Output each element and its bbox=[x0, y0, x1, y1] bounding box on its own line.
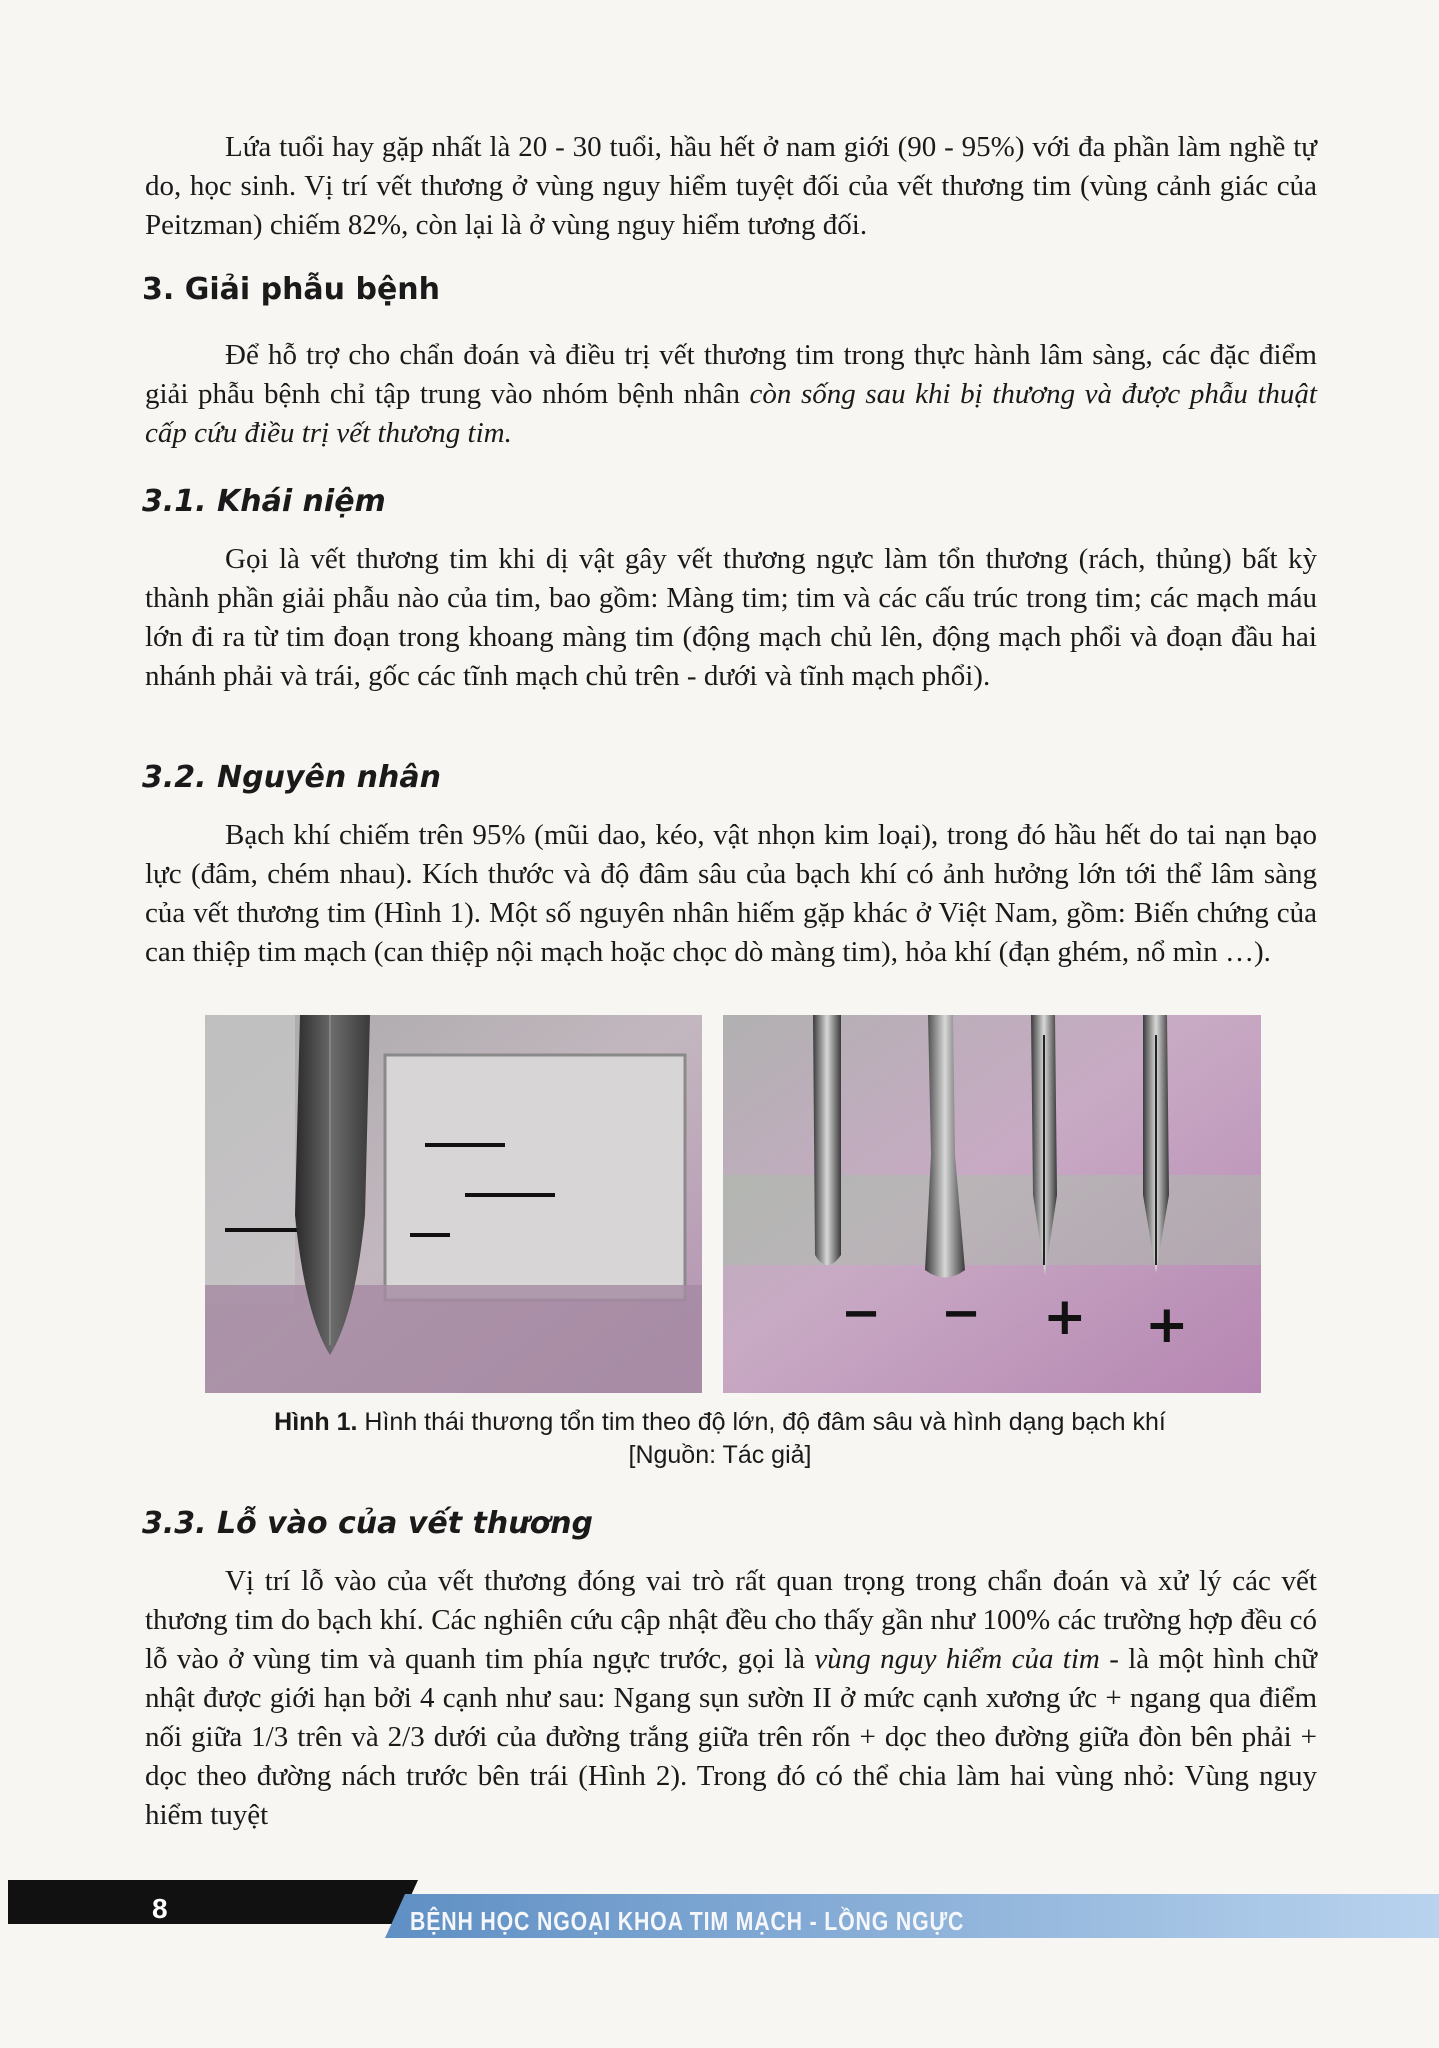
paragraph-entry-wound-text-b: - là một hình chữ nhật được giới hạn bởi 4 cạnh như sau: Ngang sụn sườn II ở mức cạnh xương ức + ngang qua điểm nối giữa 1/3 trên và 2/3 dưới của đường trắng giữa trên rốn + dọc theo đường giữa đòn bên phải + dọc theo đường nách trước bên trái (Hình 2). Trong đó có thể chia làm hai vùng nhỏ: Vùng nguy hiểm tuyệt bbox=[145, 1643, 1318, 1831]
figure-caption-label: Hình 1. bbox=[274, 1408, 358, 1436]
figure-screwdrivers-photo bbox=[723, 1015, 1261, 1393]
figure-knife-photo bbox=[205, 1015, 702, 1393]
mark-minus-2: − bbox=[941, 1285, 982, 1341]
page-number: 8 bbox=[152, 1893, 168, 1924]
heading-pathology: 3. Giải phẫu bệnh bbox=[142, 272, 441, 307]
mark-plus-1: + bbox=[1043, 1287, 1087, 1347]
knife-illustration bbox=[205, 1015, 702, 1393]
paragraph-entry-wound-text-a: Vị trí lỗ vào của vết thương đóng vai trò rất quan trọng trong chẩn đoán và xử lý các vết thương tim do bạch khí. Các nghiên cứu cập nhật đều cho thấy gần như 100% các trường hợp đều có lỗ vào ở vùng tim và quanh tim phía ngực trước, gọi là bbox=[145, 1565, 1317, 1675]
paragraph-definition: Gọi là vết thương tim khi dị vật gây vết thương ngực làm tổn thương (rách, thủng) bất kỳ thành phần giải phẫu nào của tim, bao gồm: Màng tim; tim và các cấu trúc trong tim; các mạch máu lớn đi ra từ tim đoạn trong khoang màng tim (động mạch chủ lên, động mạch phổi và đoạn đầu hai nhánh phải và trái, gốc các tĩnh mạch chủ trên - dưới và tĩnh mạch phổi). bbox=[145, 543, 1317, 692]
figure-caption-line bbox=[180, 1406, 1260, 1439]
mark-plus-2: + bbox=[1145, 1295, 1189, 1355]
paragraph-pathology-intro bbox=[145, 336, 1317, 453]
heading-causes: 3.2. Nguyên nhân bbox=[142, 760, 441, 795]
paragraph-causes: Bạch khí chiếm trên 95% (mũi dao, kéo, vật nhọn kim loại), trong đó hầu hết do tai nạn bạo lực (đâm, chém nhau). Kích thước và độ đâm sâu của bạch khí có ảnh hưởng lớn tới thể lâm sàng của vết thương tim (Hình 1). Một số nguyên nhân hiếm gặp khác ở Việt Nam, gồm: Biến chứng của can thiệp tim mạch (can thiệp nội mạch hoặc chọc dò màng tim), hỏa khí (đạn ghém, nổ mìn …). bbox=[145, 819, 1317, 968]
mark-minus-1: − bbox=[841, 1285, 882, 1341]
heading-definition: 3.1. Khái niệm bbox=[142, 484, 386, 519]
paragraph-pathology-intro-italic: còn sống sau khi bị thương và được phẫu thuật cấp cứu điều trị vết thương tim. bbox=[145, 378, 1317, 449]
figure-caption bbox=[180, 1406, 1260, 1472]
paragraph-pathology-intro-text: Để hỗ trợ cho chẩn đoán và điều trị vết thương tim trong thực hành lâm sàng, các đặc điểm giải phẫu bệnh chỉ tập trung vào nhóm bệnh nhân bbox=[145, 339, 1317, 410]
paragraph-entry-wound-italic: vùng nguy hiểm của tim bbox=[814, 1643, 1100, 1675]
figure-caption-source: [Nguồn: Tác giả] bbox=[628, 1441, 812, 1469]
paragraph-demographics: Lứa tuổi hay gặp nhất là 20 - 30 tuổi, hầu hết ở nam giới (90 - 95%) với đa phần làm nghề tự do, học sinh. Vị trí vết thương ở vùng nguy hiểm tuyệt đối của vết thương tim (vùng cảnh giác của Peitzman) chiếm 82%, còn lại là ở vùng nguy hiểm tương đối. bbox=[145, 131, 1317, 241]
paragraph-entry-wound bbox=[145, 1562, 1317, 1835]
figure-caption-text: Hình thái thương tổn tim theo độ lớn, độ đâm sâu và hình dạng bạch khí bbox=[357, 1408, 1166, 1436]
heading-entry-wound: 3.3. Lỗ vào của vết thương bbox=[142, 1506, 594, 1541]
running-title: BỆNH HỌC NGOẠI KHOA TIM MẠCH - LỒNG NGỰC bbox=[410, 1906, 965, 1936]
